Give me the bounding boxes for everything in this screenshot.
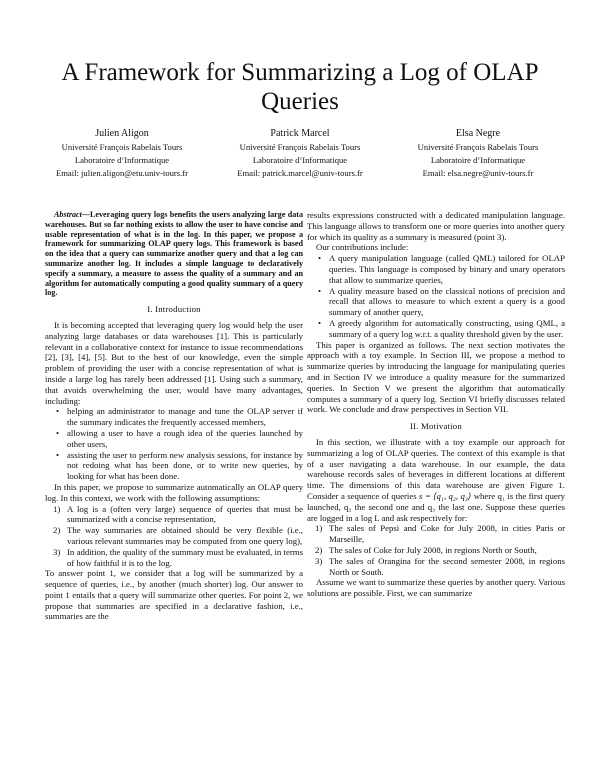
list-item: • A quality measure based on the classical notions of precision and recall that allows to measure to which extent a query is a good summary of another query, <box>329 286 565 318</box>
author-lab: Laboratoire d’Informatique <box>430 155 526 166</box>
paragraph: results expressions constructed with a dedicated manipulation language. This language allows to transform one or more queries into another query for which its quality as a summary is measured (point 3). <box>307 210 565 242</box>
list-item <box>53 525 303 547</box>
list-text: The sales of Coke for July 2008, in regions North or South, <box>329 544 537 555</box>
queries-list <box>307 523 565 577</box>
author-affiliation: Université François Rabelais Tours <box>417 142 539 152</box>
section-heading-introduction: I. Introduction <box>147 304 201 315</box>
paragraph: Our contributions include: <box>316 242 409 253</box>
author-lab: Laboratoire d’Informatique <box>252 155 348 166</box>
list-item <box>315 555 565 578</box>
list-item <box>53 503 303 526</box>
list-text: The sales of Pepsi and Coke for July 2008, in cities Paris or Marseille, <box>329 523 565 545</box>
list-number: 3) <box>53 546 61 557</box>
list-item: • A greedy algorithm for automatically constructing, using QML, a summary of a query log w.r.t. a quality threshold given by the user. <box>329 318 565 340</box>
abstract <box>45 210 303 298</box>
text-span: In this section, we illustrate with a toy example our approach for summarizing a log of OLAP queries. The context of this example is that of a user navigating a data warehouse. In our example, the data warehouse records sales of beverages in different locations at different time. The dimensions of this data warehouse are given Figure 1. Consider a sequence of queries <box>307 436 565 501</box>
text-span: where q₁ is the first query launched, q₂ the second one and q₃ the last one. Suppose these queries are logged in a log L and ask respectively for: <box>307 490 565 523</box>
list-item <box>315 523 565 545</box>
list-text: In addition, the quality of the summary must be evaluated, in terms of how faithful it is to the log. <box>67 546 303 568</box>
author-email: Email: elsa.negre@univ-tours.fr <box>422 168 534 179</box>
list-item <box>315 544 565 556</box>
list-number: 1) <box>53 503 61 514</box>
author-affiliation: Université François Rabelais Tours <box>61 142 183 152</box>
paragraph: Assume we want to summarize these queries by another query. Various solutions are possible. First, we can summarize <box>307 577 565 599</box>
author-email: Email: patrick.marcel@univ-tours.fr <box>237 168 363 179</box>
contributions-list <box>307 253 565 339</box>
paragraph <box>307 437 565 523</box>
author-lab: Laboratoire d’Informatique <box>74 155 170 166</box>
right-column <box>307 210 565 599</box>
list-item: • assisting the user to perform new analysis sessions, for instance by not redoing what has been done, or to write new queries, by looking for what has been done. <box>67 450 303 482</box>
list-text: The way summaries are obtained should be very flexible (i.e., various relevant summaries may be computed from one query log), <box>67 525 303 546</box>
author-name: Julien Aligon <box>95 128 149 139</box>
math-expression: s = ⟨q₁, q₂, q₃⟩ <box>419 490 472 501</box>
list-number: 1) <box>315 523 323 534</box>
author-block-3 <box>388 127 568 181</box>
author-name: Elsa Negre <box>455 128 501 139</box>
list-number: 2) <box>53 525 61 536</box>
list-number: 2) <box>315 544 323 555</box>
list-text: The sales of Orangina for the second semester 2008, in regions North or South. <box>329 555 565 577</box>
list-number: 3) <box>315 555 323 566</box>
abstract-label: Abstract <box>54 210 82 219</box>
left-column <box>45 210 303 622</box>
assumptions-list <box>45 504 303 569</box>
author-block-1 <box>32 127 212 181</box>
author-email: Email: julien.aligon@etu.univ-tours.fr <box>55 168 189 179</box>
author-name: Patrick Marcel <box>270 128 330 139</box>
author-block-2 <box>210 127 390 181</box>
list-item: • A query manipulation language (called QML) tailored for OLAP queries. This language is composed by binary and unary operators that allow to summarize queries, <box>329 253 565 285</box>
list-item <box>53 546 303 569</box>
advantages-list <box>45 406 303 482</box>
section-heading-motivation: II. Motivation <box>410 421 462 432</box>
paragraph: In this paper, we propose to summarize automatically an OLAP query log. In this context, we work with the following assumptions: <box>45 481 303 503</box>
list-item: • allowing a user to have a rough idea of the queries launched by other users, <box>67 428 303 450</box>
list-text: A log is a (often very large) sequence of queries that must be summarized with a concise representation, <box>67 503 303 525</box>
author-affiliation: Université François Rabelais Tours <box>239 142 361 152</box>
paragraph: It is becoming accepted that leveraging query log would help the user analyzing large databases or data warehouses [1]. This is particularly relevant in a collaborative context for instance to issue recommendations [2], [3], [4], [5]. But to the best of our knowledge, even the simple problem of providing the user with a concise representation of what is inside a large log has rarely been addressed [1]. Using such a summary, that avoids overwhelming the user, would have many advantages, including: <box>45 319 303 406</box>
list-item: • helping an administrator to manage and tune the OLAP server if the summary indicates the frequently accessed members, <box>67 406 303 428</box>
abstract-text: —Leveraging query logs benefits the users analyzing large data warehouses. But so far nothing exists to allow the user to have concise and usable representation of what is in the log. In this paper, we propose a framework for summarizing OLAP query logs. This framework is based on the idea that a query can summarize another query and that a log can summarize another log. It includes a simple language to declaratively specify a summary, a measure to assess the quality of a summary and an algorithm for automatically computing a good quality summary of a query log. <box>45 210 303 298</box>
paper-title: A Framework for Summarizing a Log of OLAP Queries <box>61 59 539 115</box>
paragraph: To answer point 1, we consider that a log will be summarized by a sequence of queries, i.e., by another (much shorter) log. Our answer to point 1 entails that a query will summarize other queries. For point 2, we propose that summaries are specified in a declarative fashion, i.e., summaries are the <box>45 568 303 622</box>
paragraph: This paper is organized as follows. The next section motivates the approach with a toy example. In Section III, we propose a method to summarize queries by introducing the language for manipulating queries and in Section IV we introduce a quality measure for the summarized queries. In Section V we present the algorithm that automatically computes a summary of a query log. Section VI briefly discusses related work. We conclude and draw perspectives in Section VII. <box>307 339 565 415</box>
